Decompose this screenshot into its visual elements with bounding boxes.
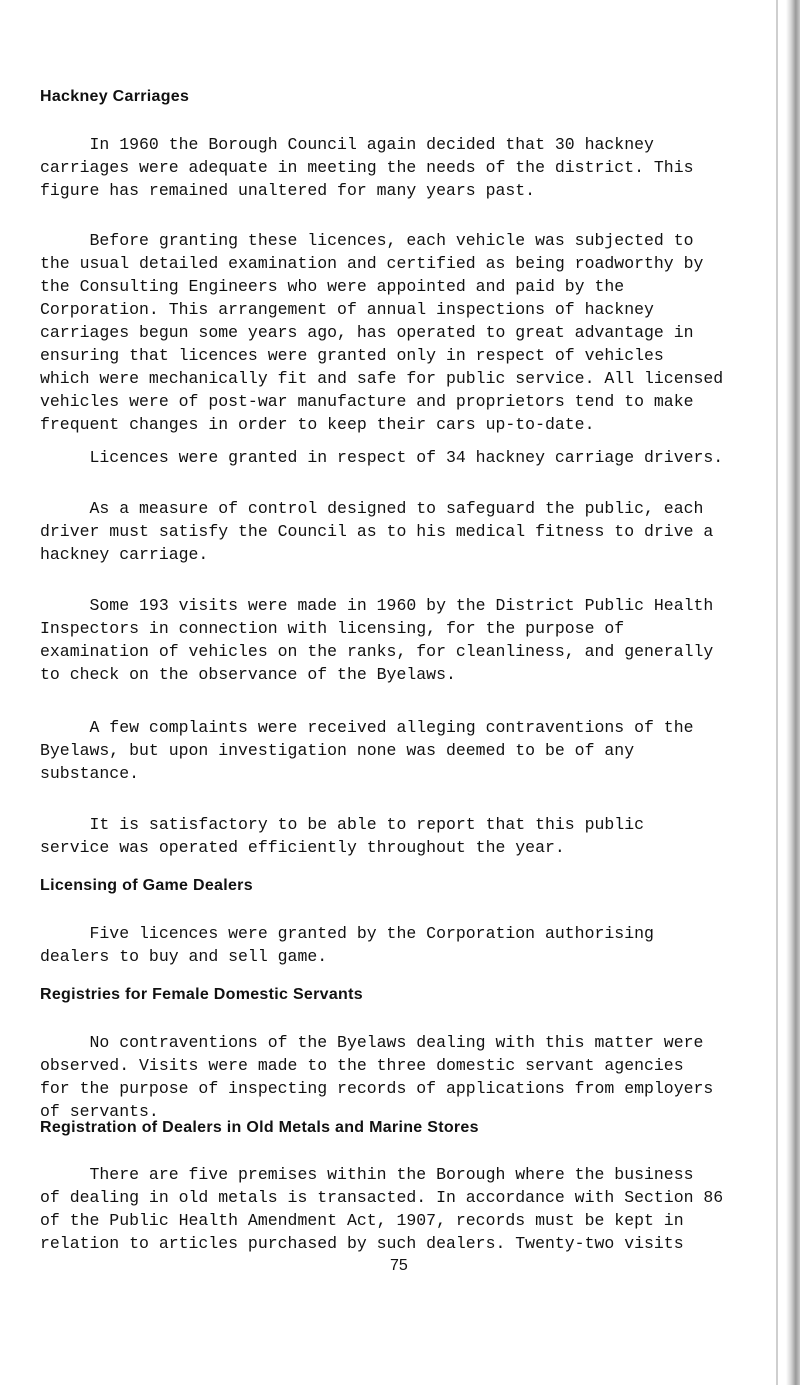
paragraph-metal-dealers: There are five premises within the Borough where the business of dealing in old metals is transacted. In accordance with Section 86 of the Public Health Amendment Act, 1907, records must be kept in relation to articles purchased by such dealers. Twenty-two visits [40, 1165, 724, 1253]
paragraph-licence-examination: Before granting these licences, each vehicle was subjected to the usual detailed examination and certified as being roadworthy by the Consulting Engineers who were appointed and paid by the Corporation. This arrangement of annual inspections of hackney carriages begun some years ago, has operated to great advantage in ensuring that licences were granted only in respect of vehicles which were mechanically fit and safe for public service. All licensed vehicles were of post-war manufacture and proprietors tend to make frequent changes in order to keep their cars up-to-date. [40, 231, 724, 434]
heading-domestic-servants: Registries for Female Domestic Servants [40, 986, 363, 1003]
page-number: 75 [390, 1257, 408, 1274]
paragraph-inspector-visits: Some 193 visits were made in 1960 by the District Public Health Inspectors in connection with licensing, for the purpose of examination of vehicles on the ranks, for cleanliness, and generally to check on the observance of the Byelaws. [40, 596, 714, 684]
heading-hackney-carriages: Hackney Carriages [40, 88, 190, 105]
page-edge-line [776, 0, 778, 1385]
paragraph-hackney-number: In 1960 the Borough Council again decided that 30 hackney carriages were adequate in meeting the needs of the district. This figure has remained unaltered for many years past. [40, 135, 694, 200]
paragraph-servant-agencies: No contraventions of the Byelaws dealing with this matter were observed. Visits were made to the three domestic servant agencies for the purpose of inspecting records of applications from employers of servants. [40, 1033, 714, 1121]
paragraph-medical-fitness: As a measure of control designed to safeguard the public, each driver must satisfy the Council as to his medical fitness to drive a hackney carriage. [40, 499, 714, 564]
heading-game-dealers: Licensing of Game Dealers [40, 877, 253, 894]
paragraph-efficient-service: It is satisfactory to be able to report that this public service was operated efficiently throughout the year. [40, 815, 644, 857]
page-edge-shadow [786, 0, 800, 1385]
paragraph-complaints: A few complaints were received alleging contraventions of the Byelaws, but upon investigation none was deemed to be of any substance. [40, 718, 694, 783]
paragraph-driver-licences: Licences were granted in respect of 34 hackney carriage drivers. [40, 448, 724, 467]
paragraph-game-licences: Five licences were granted by the Corporation authorising dealers to buy and sell game. [40, 924, 654, 966]
heading-old-metals: Registration of Dealers in Old Metals and Marine Stores [40, 1119, 479, 1136]
